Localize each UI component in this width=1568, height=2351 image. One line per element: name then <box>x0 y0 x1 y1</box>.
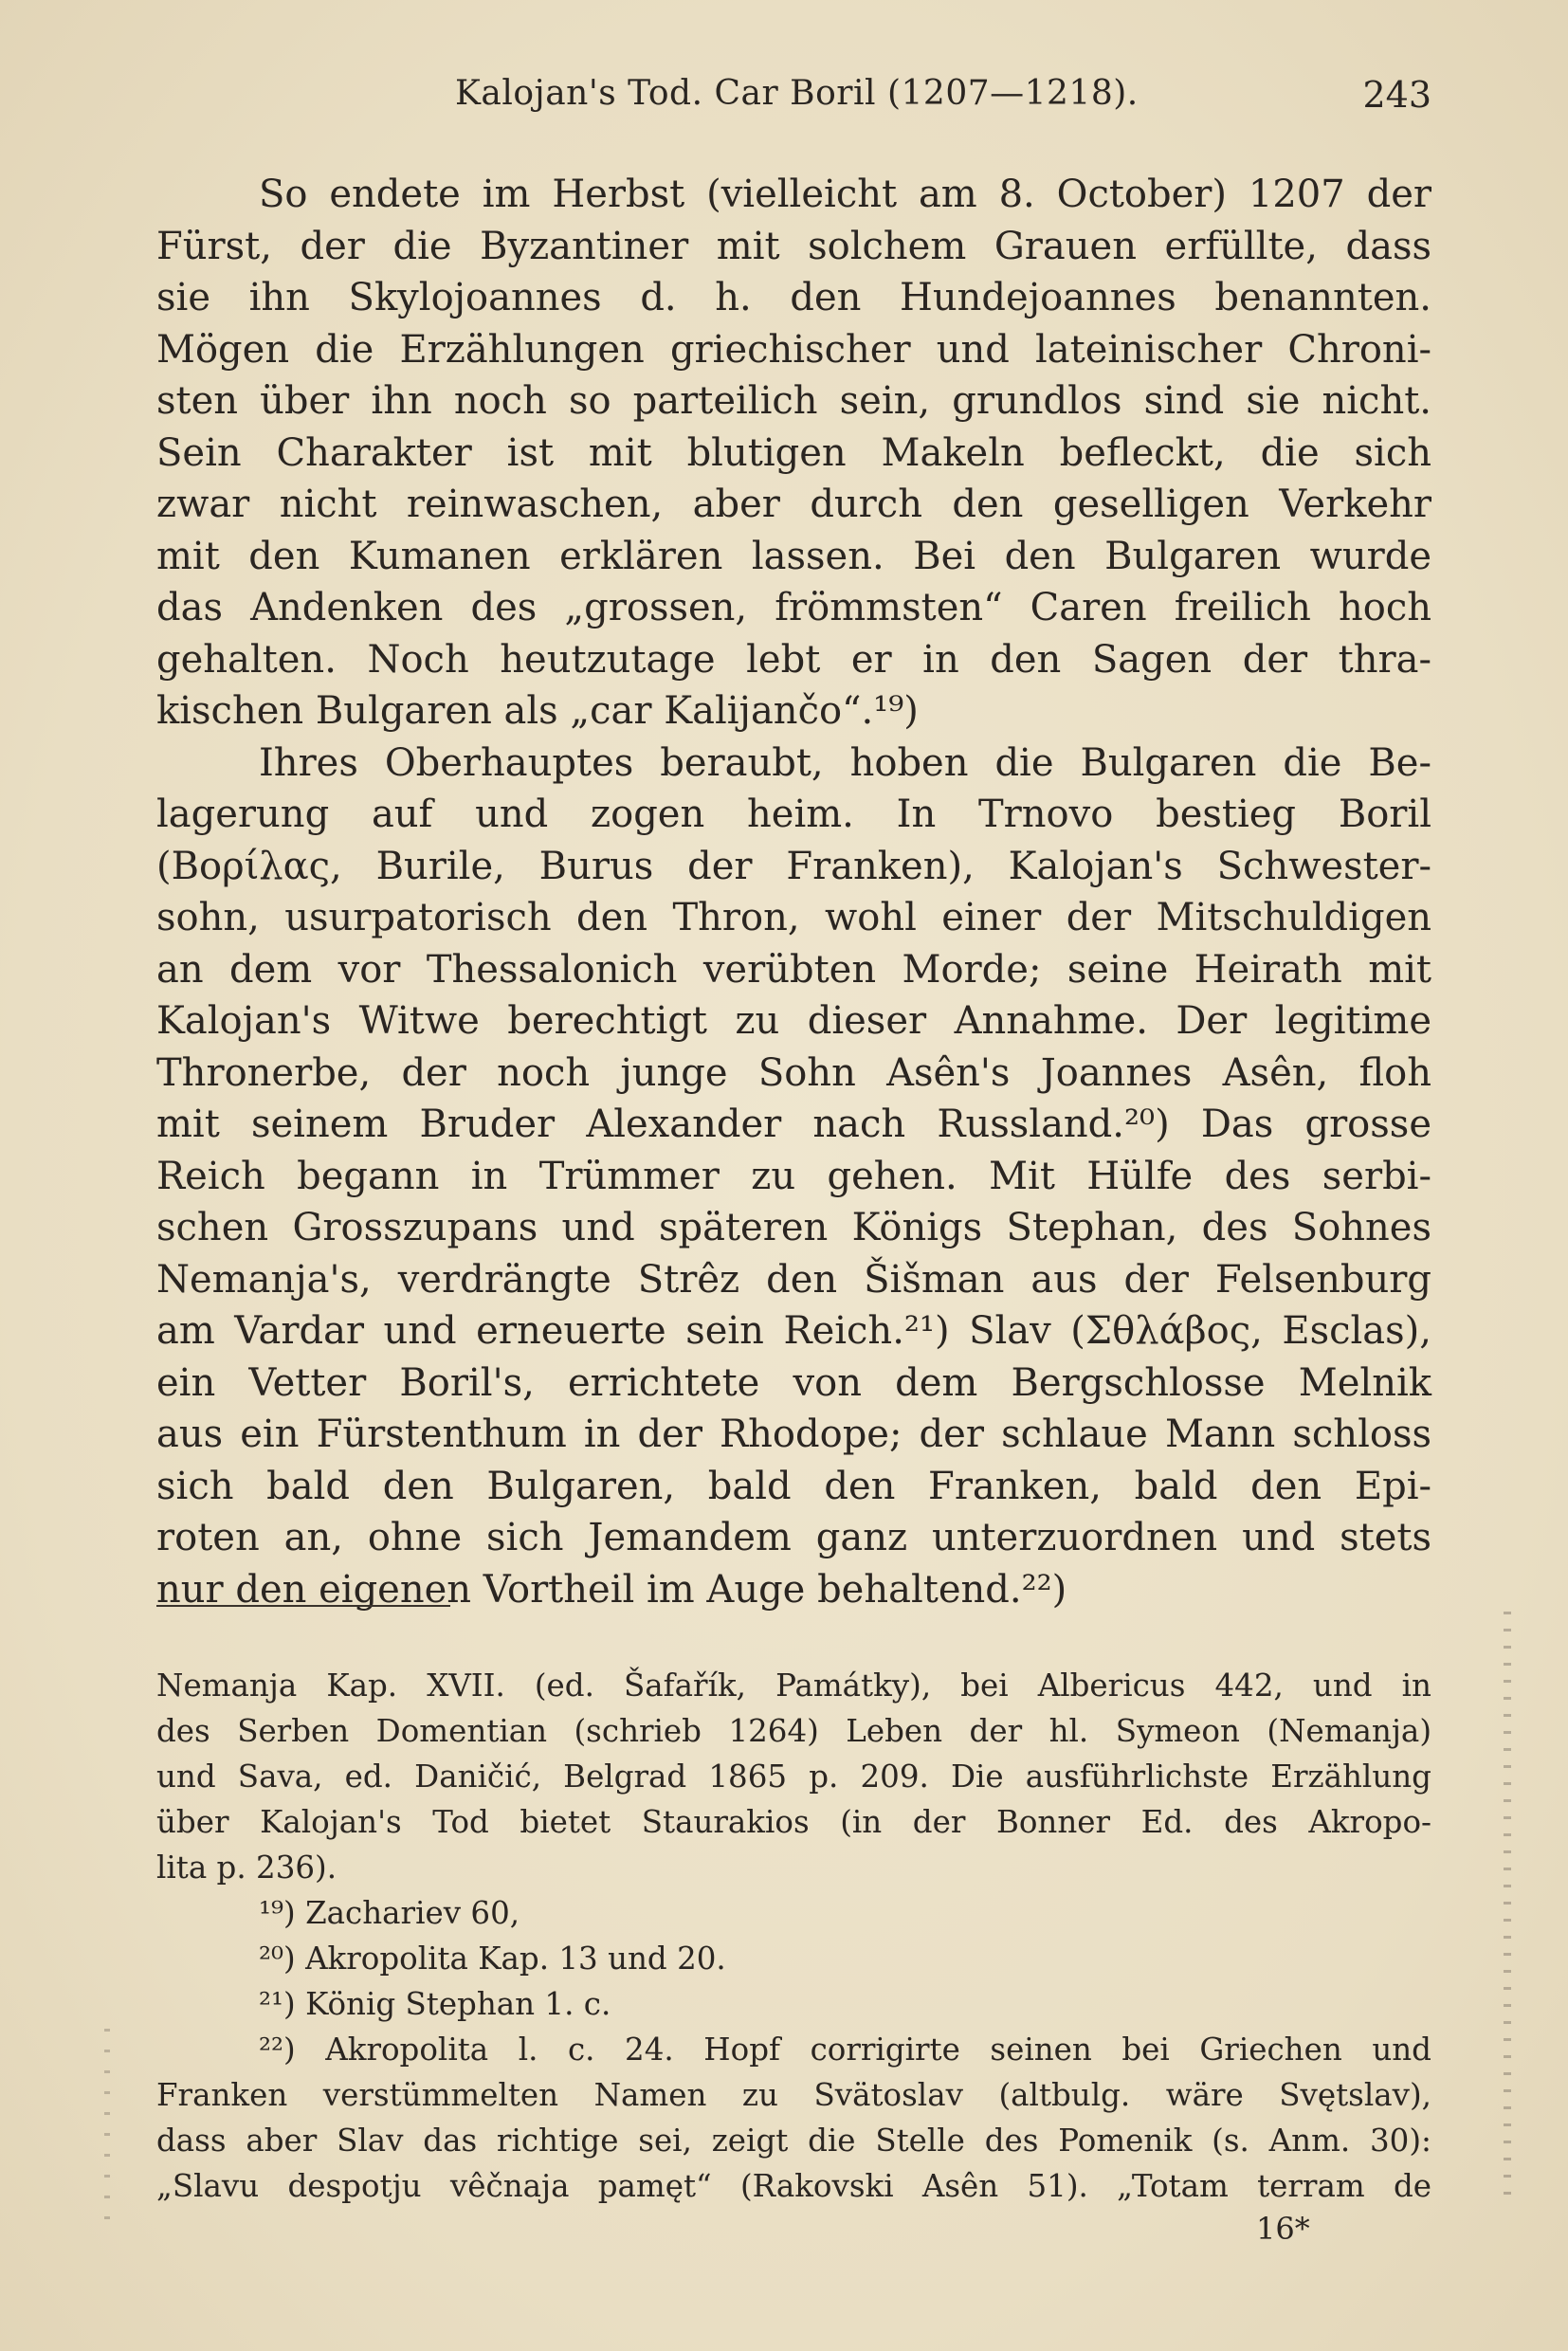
text-line: mit seinem Bruder Alexander nach Russland.²⁰) Das grosse <box>156 1103 1431 1146</box>
text-line: Nemanja's, verdrängte Strêz den Šišman aus der Felsenburg <box>156 1257 1431 1302</box>
footnote-line: über Kalojan's Tod bietet Staurakios (in der Bonner Ed. des Akropo- <box>156 1804 1431 1840</box>
text-line: sie ihn Skylojoannes d. h. den Hundejoannes benannten. <box>156 276 1431 319</box>
text-line: mit den Kumanen erklären lassen. Bei den Bulgaren wurde <box>156 534 1431 578</box>
text-line: Kalojan's Witwe berechtigt zu dieser Annahme. Der legitime <box>156 999 1431 1043</box>
footnote-separator <box>156 1605 450 1607</box>
text-line: Fürst, der die Byzantiner mit solchem Grauen erfüllte, dass <box>156 224 1431 268</box>
text-line: sten über ihn noch so parteilich sein, grundlos sind sie nicht. <box>156 379 1431 423</box>
edge-stain <box>1504 1612 1511 2199</box>
text-line: sich bald den Bulgaren, bald den Franken, bald den Epi- <box>156 1464 1431 1508</box>
text-line: nur den eigenen Vortheil im Auge behaltend.²²) <box>156 1567 1067 1612</box>
text-line: gehalten. Noch heutzutage lebt er in den Sagen der thra- <box>156 637 1431 682</box>
footnote-line: und Sava, ed. Daničić, Belgrad 1865 p. 209. Die ausführlichste Erzählung <box>156 1759 1431 1795</box>
text-line: kischen Bulgaren als „car Kalijančo“.¹⁹) <box>156 689 919 733</box>
text-line: Thronerbe, der noch junge Sohn Asên's Joannes Asên, floh <box>156 1050 1431 1095</box>
footnote-line: ¹⁹) Zachariev 60, <box>259 1895 520 1931</box>
edge-stain <box>104 2029 110 2237</box>
footnote-line: ²⁰) Akropolita Kap. 13 und 20. <box>259 1941 726 1977</box>
text-line: ein Vetter Boril's, errichtete von dem Bergschlosse Melnik <box>156 1360 1431 1405</box>
main-text <box>156 169 1431 1615</box>
page-number: 243 <box>1362 74 1431 116</box>
footnote-line: des Serben Domentian (schrieb 1264) Leben der hl. Symeon (Nemanja) <box>156 1713 1431 1749</box>
signature-mark: 16* <box>1256 2211 1310 2247</box>
text-line: So endete im Herbst (vielleicht am 8. October) 1207 der <box>259 173 1431 216</box>
footnote-line: Franken verstümmelten Namen zu Svätoslav (altbulg. wäre Svętslav), <box>156 2077 1431 2113</box>
running-head: Kalojan's Tod. Car Boril (1207—1218). <box>455 74 1139 113</box>
text-line: Sein Charakter ist mit blutigen Makeln befleckt, die sich <box>156 430 1431 475</box>
text-line: Mögen die Erzählungen griechischer und lateinischer Chroni- <box>156 327 1431 372</box>
text-line: (Βορίλας, Burile, Burus der Franken), Kalojan's Schwester- <box>156 844 1431 888</box>
footnote-line: Nemanja Kap. XVII. (ed. Šafařík, Památky), bei Albericus 442, und in <box>156 1668 1431 1704</box>
text-line: sohn, usurpatorisch den Thron, wohl einer der Mitschuldigen <box>156 896 1431 939</box>
text-line: roten an, ohne sich Jemandem ganz unterzuordnen und stets <box>156 1516 1431 1559</box>
footnote-line: ²²) Akropolita l. c. 24. Hopf corrigirte seinen bei Griechen und <box>259 2032 1431 2068</box>
footnote-line: dass aber Slav das richtige sei, zeigt die Stelle des Pomenik (s. Anm. 30): <box>156 2123 1431 2159</box>
footnote-line: lita p. 236). <box>156 1850 337 1886</box>
text-line: das Andenken des „grossen, frömmsten“ Caren freilich hoch <box>156 586 1431 629</box>
text-line: zwar nicht reinwaschen, aber durch den geselligen Verkehr <box>156 483 1431 526</box>
footnote-line: „Slavu despotju vêčnaja pamęt“ (Rakovski Asên 51). „Totam terram de <box>156 2168 1431 2204</box>
text-line: Reich begann in Trümmer zu gehen. Mit Hülfe des serbi- <box>156 1154 1431 1198</box>
text-line: Ihres Oberhauptes beraubt, hoben die Bulgaren die Be- <box>259 740 1431 785</box>
footnote-line: ²¹) König Stephan 1. c. <box>259 1986 611 2022</box>
text-line: schen Grosszupans und späteren Königs Stephan, des Sohnes <box>156 1206 1431 1249</box>
footnotes <box>156 1663 1431 2209</box>
text-line: aus ein Fürstenthum in der Rhodope; der schlaue Mann schloss <box>156 1412 1431 1456</box>
text-line: am Vardar und erneuerte sein Reich.²¹) Slav (Σθλάβος, Esclas), <box>156 1309 1431 1353</box>
page-header <box>161 64 1431 116</box>
text-line: lagerung auf und zogen heim. In Trnovo bestieg Boril <box>156 793 1431 836</box>
text-line: an dem vor Thessalonich verübten Morde; seine Heirath mit <box>156 947 1431 992</box>
